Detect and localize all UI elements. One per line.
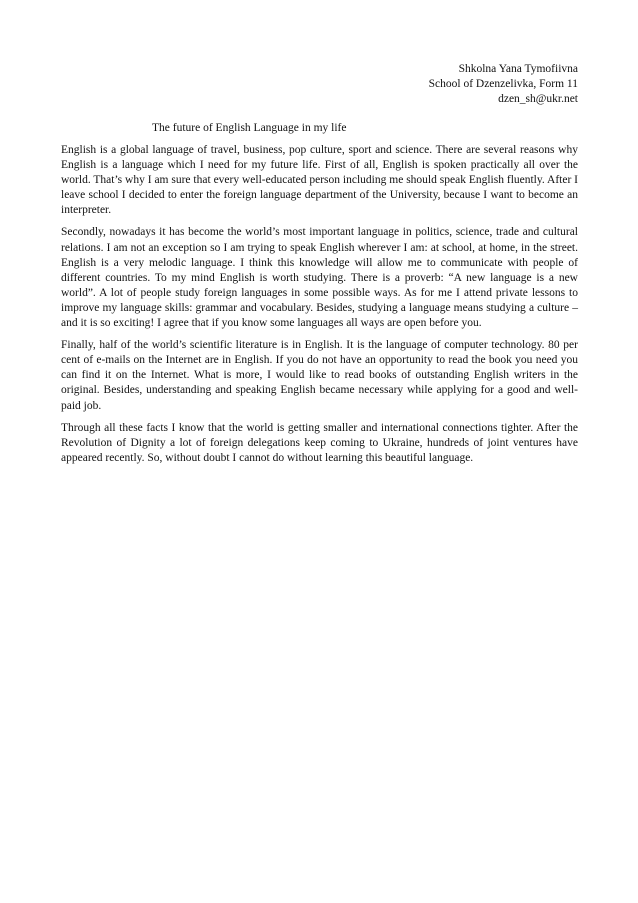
author-email: dzen_sh@ukr.net (498, 93, 578, 105)
paragraph: Through all these facts I know that the world is getting smaller and international connections tighter. After the Revolution of Dignity a lot of foreign delegations keep coming to Ukraine, hundreds of joint ventures have appeared recently. So, without doubt I cannot do without learning this beautiful language. (61, 421, 578, 464)
author-name: Shkolna Yana Tymofiivna (458, 63, 578, 75)
document-body (61, 143, 578, 473)
author-block (429, 62, 578, 107)
paragraph: English is a global language of travel, business, pop culture, sport and science. There are several reasons why English is a language which I need for my future life. First of all, English is spoken practically all over the world. That’s why I am sure that every well-educated person including me should speak English fluently. After I leave school I decided to enter the foreign language department of the University, because I want to become an interpreter. (61, 144, 578, 217)
author-school: School of Dzenzelivka, Form 11 (428, 78, 578, 90)
paragraph: Finally, half of the world’s scientific literature is in English. It is the language of computer technology. 80 per cent of e-mails on the Internet are in English. If you do not have an opportunity to read the book you need you can find it on the Internet. What is more, I would like to read books of outstanding English writers in the original. Besides, understanding and speaking English became necessary while applying for a good and well-paid job. (61, 339, 578, 412)
paragraph: Secondly, nowadays it has become the world’s most important language in politics, science, trade and cultural relations. I am not an exception so I am trying to speak English wherever I am: at school, at home, in the street. English is a very melodic language. I think this knowledge will allow me to communicate with people of different countries. To my mind English is worth studying. There is a proverb: “A new language is a new world”. A lot of people study foreign languages in some possible ways. As for me I attend private lessons to improve my language skills: grammar and vocabulary. Besides, studying a language means studying a culture – and it is so exciting! I agree that if you know some languages all ways are open before you. (61, 226, 578, 330)
document-title: The future of English Language in my life (152, 122, 347, 134)
